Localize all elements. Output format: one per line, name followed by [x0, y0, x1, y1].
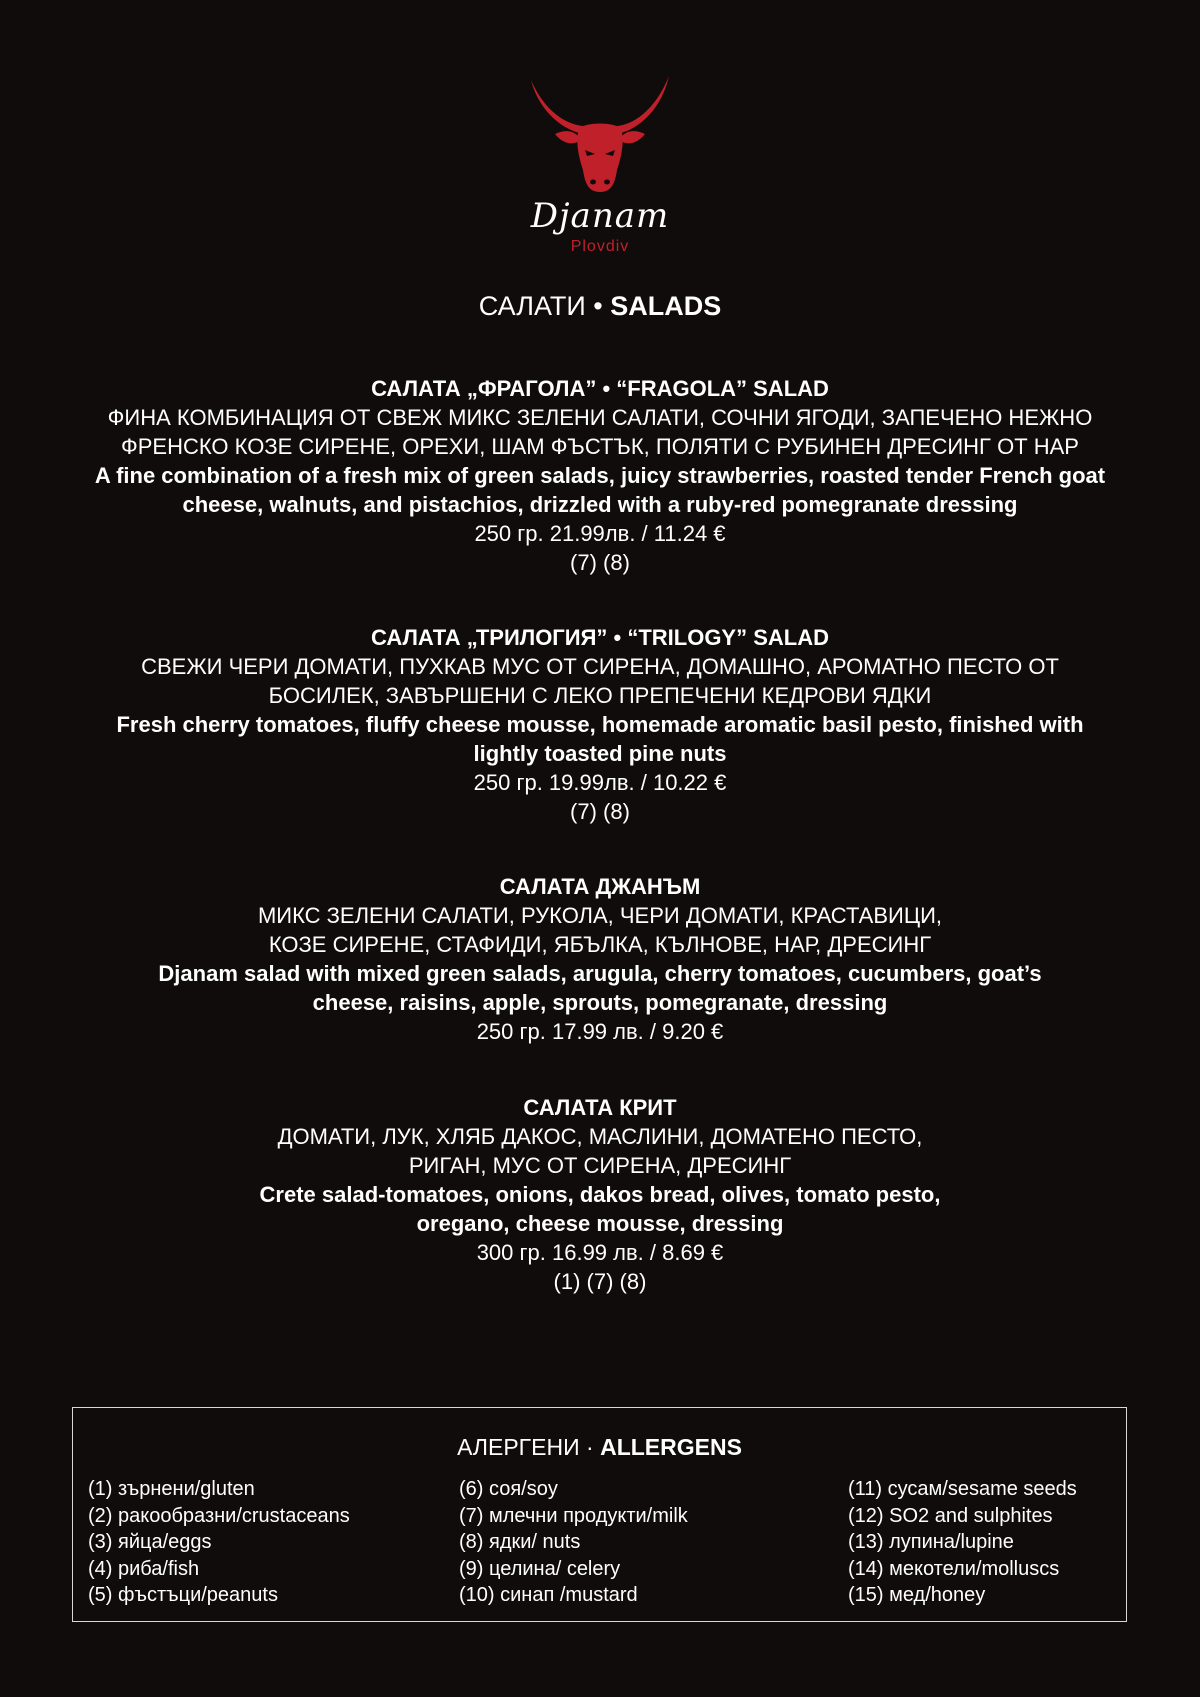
- dish-title: САЛАТА КРИТ: [523, 1095, 677, 1120]
- allergen-item: (11) сусам/sesame seeds: [848, 1478, 1077, 1500]
- allergens-title-en: ALLERGENS: [600, 1434, 742, 1460]
- dish-desc-en-2: oregano, cheese mousse, dressing: [416, 1211, 784, 1236]
- dish-price: 250 гр. 17.99 лв. / 9.20 €: [476, 1019, 724, 1044]
- allergen-item: (15) мед/honey: [848, 1584, 986, 1606]
- allergen-item: (13) лупина/lupine: [848, 1531, 1014, 1553]
- allergens-title: [73, 1432, 1126, 1462]
- dish-desc-bg-2: КОЗЕ СИРЕНЕ, СТАФИДИ, ЯБЪЛКА, КЪЛНОВЕ, НАР, ДРЕСИНГ: [268, 932, 932, 957]
- dish-allergens: (1) (7) (8): [553, 1269, 647, 1294]
- allergens-title-bg: АЛЕРГЕНИ: [457, 1434, 580, 1460]
- dish-title: САЛАТА „ТРИЛОГИЯ” • “TRILOGY” SALAD: [370, 625, 829, 650]
- logo-city: Plovdiv: [570, 238, 630, 255]
- dish-allergens: (7) (8): [570, 799, 630, 824]
- dish-desc-en-1: Crete salad-tomatoes, onions, dakos bread, olives, tomato pesto,: [259, 1182, 941, 1207]
- allergen-column-2: [459, 1476, 688, 1609]
- allergens-title-separator: ·: [579, 1434, 601, 1460]
- dish-desc-bg-1: ДОМАТИ, ЛУК, ХЛЯБ ДАКОС, МАСЛИНИ, ДОМАТЕНО ПЕСТО,: [277, 1124, 923, 1149]
- allergen-column-3: [848, 1476, 1077, 1609]
- allergen-item: (6) соя/soy: [459, 1478, 558, 1500]
- dish-desc-en-2: cheese, walnuts, and pistachios, drizzled with a ruby-red pomegranate dressing: [182, 492, 1018, 517]
- section-title-en: SALADS: [610, 291, 722, 321]
- menu-item-djanam: [40, 872, 1160, 1046]
- allergen-item: (12) SO2 and sulphites: [848, 1504, 1053, 1527]
- dish-desc-bg-1: МИКС ЗЕЛЕНИ САЛАТИ, РУКОЛА, ЧЕРИ ДОМАТИ, КРАСТАВИЦИ,: [257, 903, 943, 928]
- dish-desc-en-2: lightly toasted pine nuts: [473, 741, 727, 766]
- dish-desc-en-2: cheese, raisins, apple, sprouts, pomegranate, dressing: [312, 990, 888, 1015]
- allergen-item: (7) млечни продукти/milk: [459, 1504, 688, 1527]
- dish-allergens: (7) (8): [570, 550, 630, 575]
- dish-price: 250 гр. 19.99лв. / 10.22 €: [473, 770, 727, 795]
- restaurant-logo: [0, 72, 1200, 262]
- dish-desc-en-1: A fine combination of a fresh mix of green salads, juicy strawberries, roasted tender French goat: [94, 463, 1106, 488]
- dish-desc-bg-1: ФИНА КОМБИНАЦИЯ ОТ СВЕЖ МИКС ЗЕЛЕНИ САЛАТИ, СОЧНИ ЯГОДИ, ЗАПЕЧЕНО НЕЖНО: [107, 405, 1093, 430]
- allergen-item: (14) мекотели/molluscs: [848, 1557, 1060, 1580]
- allergen-item: (8) ядки/ nuts: [459, 1531, 581, 1553]
- menu-item-trilogy: [40, 623, 1160, 826]
- dish-desc-en-1: Fresh cherry tomatoes, fluffy cheese mousse, homemade aromatic basil pesto, finished with: [116, 712, 1084, 737]
- dish-desc-bg-2: БОСИЛЕК, ЗАВЪРШЕНИ С ЛЕКО ПРЕПЕЧЕНИ КЕДРОВИ ЯДКИ: [268, 683, 932, 708]
- dish-title: САЛАТА „ФРАГОЛА” • “FRAGOLA” SALAD: [371, 376, 829, 401]
- allergen-item: (5) фъстъци/peanuts: [88, 1584, 278, 1606]
- allergen-item: (3) яйца/eggs: [88, 1531, 212, 1553]
- allergen-item: (9) целина/ celery: [459, 1557, 621, 1580]
- allergens-legend: [72, 1407, 1127, 1622]
- section-title-separator: •: [585, 291, 611, 321]
- allergen-item: (2) ракообразни/crustaceans: [88, 1504, 350, 1527]
- menu-item-fragola: [40, 374, 1160, 577]
- allergen-column-1: [88, 1476, 350, 1609]
- section-title: [0, 288, 1200, 324]
- allergen-item: (10) синап /mustard: [459, 1584, 638, 1606]
- dish-price: 300 гр. 16.99 лв. / 8.69 €: [476, 1240, 724, 1265]
- section-title-bg: САЛАТИ: [478, 291, 586, 321]
- dish-desc-bg-2: РИГАН, МУС ОТ СИРЕНА, ДРЕСИНГ: [408, 1153, 792, 1178]
- dish-desc-bg-1: СВЕЖИ ЧЕРИ ДОМАТИ, ПУХКАВ МУС ОТ СИРЕНА, ДОМАШНО, АРОМАТНО ПЕСТО ОТ: [141, 654, 1059, 679]
- menu-item-crete: [40, 1093, 1160, 1296]
- dish-price: 250 гр. 21.99лв. / 11.24 €: [474, 521, 726, 546]
- dish-title: САЛАТА ДЖАНЪМ: [499, 874, 701, 899]
- dish-desc-en-1: Djanam salad with mixed green salads, arugula, cherry tomatoes, cucumbers, goat’s: [158, 961, 1042, 986]
- bull-head-icon: [525, 72, 675, 198]
- dish-desc-bg-2: ФРЕНСКО КОЗЕ СИРЕНЕ, ОРЕХИ, ШАМ ФЪСТЪК, ПОЛЯТИ С РУБИНЕН ДРЕСИНГ ОТ НАР: [121, 434, 1079, 459]
- allergen-item: (4) риба/fish: [88, 1557, 200, 1580]
- allergen-item: (1) зърнени/gluten: [88, 1478, 255, 1500]
- logo-wordmark: Djanam: [530, 196, 670, 236]
